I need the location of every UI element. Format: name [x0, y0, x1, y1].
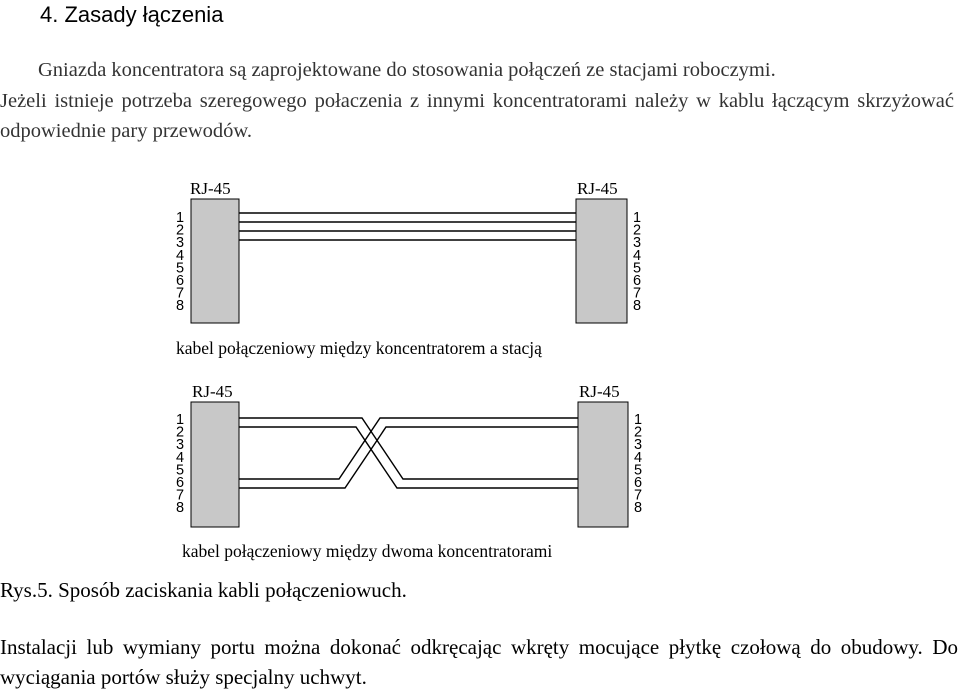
pin-number: 2: [633, 222, 642, 239]
pin-number: 1: [633, 210, 642, 226]
closing-paragraph: Instalacji lub wymiany portu można dokonać odkręcając wkręty mocujące płytkę czołową do obudowy. Do wyciągania portów służy specjalny uchwyt.: [0, 635, 958, 689]
pin-number: 8: [633, 298, 642, 315]
right-rj45-connector-2: [578, 402, 628, 527]
intro-paragraph-rest: Jeżeli istnieje potrzeba szeregowego połaczenia z innymi koncentratorami należy w kablu łączącym skrzyżować odpowiednie pary przewodów.: [0, 90, 954, 142]
pin-number: 6: [634, 475, 643, 491]
pin-number: 7: [176, 487, 185, 504]
pin-number: 4: [634, 449, 643, 466]
pin-number: 4: [176, 247, 185, 264]
crossover-cable-caption: kabel połączeniowy między dwoma koncentratorami: [182, 541, 553, 561]
crossover-wires: [239, 418, 578, 488]
pin-number: 7: [176, 285, 185, 302]
pin-number: 4: [176, 449, 185, 466]
pin-number: 5: [176, 260, 185, 277]
left-pin-numbers: [176, 210, 184, 314]
straight-wires: [239, 213, 576, 240]
pin-number: 4: [633, 247, 642, 264]
pin-number: 6: [176, 273, 185, 289]
left-rj45-connector-2: [191, 402, 239, 527]
pin-number: 5: [176, 462, 185, 479]
intro-paragraph-line1: Gniazda koncentratora są zaprojektowane do stosowania połączeń ze stacjami roboczymi.: [38, 59, 776, 81]
left-pin-numbers-2: [176, 412, 184, 516]
pin-number: 7: [633, 285, 642, 302]
pin-number: 1: [634, 412, 643, 428]
pin-number: 8: [176, 500, 185, 517]
right-rj45-connector: [576, 199, 627, 323]
right-connector-label-2: RJ-45: [579, 382, 620, 401]
left-rj45-connector: [191, 199, 239, 323]
pin-number: 1: [176, 210, 185, 226]
pin-number: 6: [633, 273, 642, 289]
pin-number: 7: [634, 487, 643, 504]
pin-number: 3: [176, 437, 185, 454]
figure-caption: Rys.5. Sposób zaciskania kabli połączeniowuch.: [0, 578, 407, 602]
left-connector-label: RJ-45: [190, 179, 231, 198]
right-pin-numbers: [633, 210, 641, 314]
pin-number: 8: [176, 298, 185, 315]
right-pin-numbers-2: [634, 412, 642, 516]
left-connector-label-2: RJ-45: [192, 382, 233, 401]
pin-number: 1: [176, 412, 185, 428]
pin-number: 5: [633, 260, 642, 277]
pin-number: 3: [634, 437, 643, 454]
section-heading: 4. Zasady łączenia: [40, 2, 224, 27]
pin-number: 6: [176, 475, 185, 491]
straight-cable-diagram: [176, 179, 641, 358]
pin-number: 3: [176, 235, 185, 252]
pin-number: 5: [634, 462, 643, 479]
pin-number: 2: [176, 222, 185, 239]
pin-number: 2: [176, 424, 185, 441]
pin-number: 8: [634, 500, 643, 517]
pin-number: 3: [633, 235, 642, 252]
pin-number: 2: [634, 424, 643, 441]
right-connector-label: RJ-45: [577, 179, 618, 198]
crossover-cable-diagram: [176, 382, 642, 561]
straight-cable-caption: kabel połączeniowy między koncentratorem a stacją: [176, 338, 542, 358]
